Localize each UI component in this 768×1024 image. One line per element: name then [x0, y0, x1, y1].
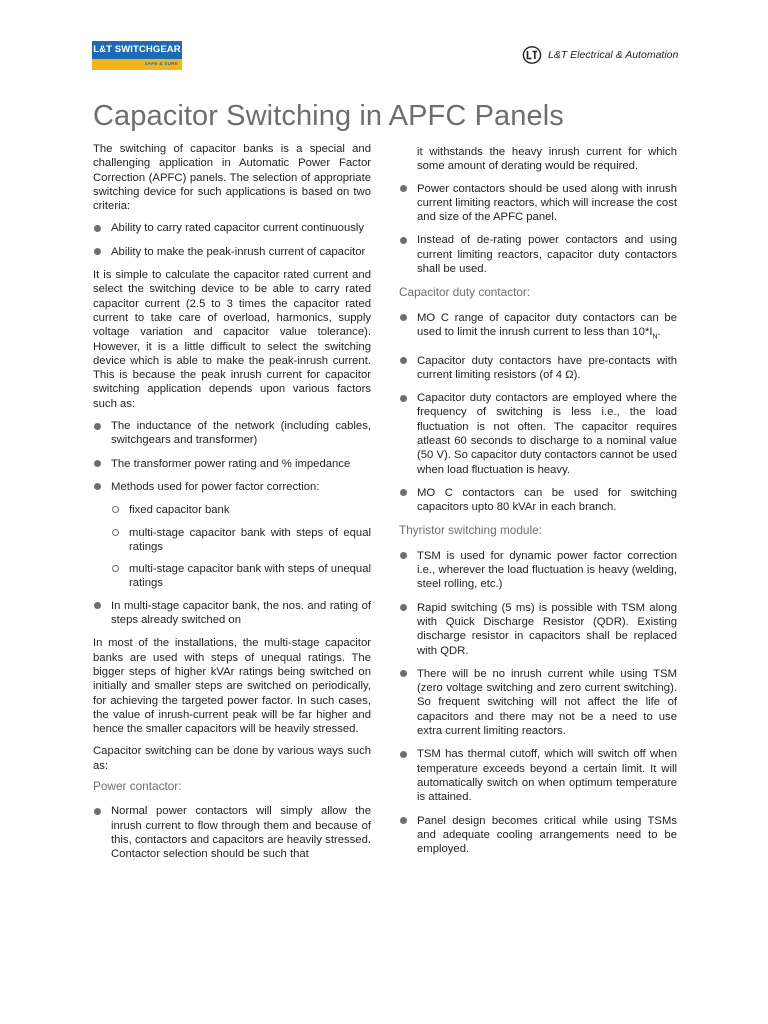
- intro-paragraph: The switching of capacitor banks is a special and challenging application in Automatic Power Factor Correction (APFC) panels. The selection of appropriate switching device for such applications is based on two criteria:: [93, 143, 371, 213]
- power-contactor-list: [93, 804, 371, 861]
- list-item: [399, 549, 677, 592]
- list-item-text: The transformer power rating and % impedance: [111, 457, 351, 470]
- list-item-text-end: .: [657, 325, 661, 338]
- logo-brand-text: L&T SWITCHGEAR: [93, 44, 181, 55]
- list-item: [399, 601, 677, 658]
- hollow-bullet-icon: [112, 506, 119, 513]
- bullet-icon: [400, 314, 407, 321]
- switching-ways-paragraph: Capacitor switching can be done by various ways such as:: [93, 745, 371, 772]
- list-item: [93, 457, 371, 471]
- right-logo-text: L&T Electrical & Automation: [548, 49, 679, 61]
- list-item-text: Rapid switching (5 ms) is possible with TSM along with Quick Discharge Resistor (QDR). Existing discharge resistor in capacitors shall be replaced with QDR.: [417, 601, 677, 657]
- list-item-text: Instead of de-rating power contactors and using current limiting reactors, capacitor duty contactors shall be used.: [417, 234, 677, 276]
- power-contactor-list-continued: [399, 182, 677, 277]
- bullet-icon: [94, 602, 101, 609]
- factors-list-continued: [93, 599, 371, 628]
- list-item-text: In multi-stage capacitor bank, the nos. and rating of steps already switched on: [111, 599, 371, 627]
- sub-list-item-text: multi-stage capacitor bank with steps of unequal ratings: [129, 563, 371, 590]
- logo-tagline: SAFE & SURE: [144, 61, 178, 66]
- list-item-text: The inductance of the network (including cables, switchgears and transformer): [111, 420, 371, 447]
- list-item: [399, 814, 677, 857]
- list-item-text: Power contactors should be used along with inrush current limiting reactors, which will increase the cost and size of the APFC panel.: [417, 182, 677, 224]
- list-item-text: Ability to carry rated capacitor current continuously: [111, 222, 365, 235]
- list-item-text: MO C contactors can be used for switching capacitors upto 80 kVAr in each branch.: [417, 486, 677, 514]
- list-item: [399, 747, 677, 804]
- bullet-icon: [400, 489, 407, 496]
- bullet-icon: [94, 225, 101, 232]
- bullet-icon: [94, 248, 101, 255]
- subscript-n: N: [652, 333, 658, 341]
- list-item: [93, 599, 371, 628]
- list-item-text: MO C range of capacitor duty contactors can be used to limit the inrush current to less than 10*I: [417, 311, 677, 338]
- sub-list-item: [93, 526, 371, 555]
- list-item: [399, 486, 677, 515]
- bullet-icon: [400, 185, 407, 192]
- list-item: [93, 419, 371, 448]
- bullet-icon: [400, 552, 407, 559]
- list-item: [399, 354, 677, 383]
- bullet-icon: [400, 817, 407, 824]
- list-item: [399, 391, 677, 477]
- list-item-text: Panel design becomes critical while using TSMs and adequate cooling arrangements need to be employed.: [417, 814, 677, 856]
- capacitor-duty-heading: Capacitor duty contactor:: [399, 285, 531, 300]
- list-item-text: There will be no inrush current while using TSM (zero voltage switching and zero current switching). So frequent switching will not affect the life of capacitors and there may not be a need to use extra current limiting reactors.: [417, 667, 677, 738]
- bullet-icon: [400, 357, 407, 364]
- methods-sublist: [93, 503, 371, 590]
- bullet-icon: [400, 395, 407, 402]
- list-item: [93, 480, 371, 494]
- list-item-text: Capacitor duty contactors are employed where the frequency of switching is less i.e., the load fluctuation is not often. The capacitor requires atleast 60 seconds to discharge to a nominal value (50 V). So capacitor duty contactors cannot be used when load fluctuation is heavy.: [417, 392, 677, 476]
- bullet-icon: [94, 483, 101, 490]
- list-item-text: Methods used for power factor correction:: [111, 480, 320, 493]
- list-item: [93, 245, 371, 259]
- bullet-icon: [400, 670, 407, 677]
- continuation-paragraph: it withstands the heavy inrush current for which some amount of derating would be required.: [417, 146, 677, 173]
- list-item: [399, 233, 677, 276]
- inrush-factors-paragraph: It is simple to calculate the capacitor rated current and select the switching device to be able to carry rated capacitor current (2.5 to 3 times the capacitor rated current to take care of overload, harmonics, supply voltage variation and capacitor value tolerance). However, it is a little difficult to select the switching device which is able to make the peak-inrush current. This is because the peak inrush current for capacitor switching application depends upon various factors such as:: [93, 269, 371, 410]
- thyristor-heading: Thyristor switching module:: [399, 523, 542, 538]
- list-item: [399, 311, 677, 345]
- bullet-icon: [400, 751, 407, 758]
- bullet-icon: [400, 237, 407, 244]
- list-item: [93, 221, 371, 235]
- list-item-text: Ability to make the peak-inrush current of capacitor: [111, 245, 366, 258]
- hollow-bullet-icon: [112, 565, 119, 572]
- hollow-bullet-icon: [112, 529, 119, 536]
- list-item-text: Capacitor duty contactors have pre-contacts with current limiting resistors (of 4 Ω).: [417, 354, 677, 381]
- list-item-text: TSM has thermal cutoff, which will switch off when temperature exceeds beyond a certain limit. It will automatically switch on when optimum temperature is attained.: [417, 748, 677, 804]
- page-title: Capacitor Switching in APFC Panels: [93, 100, 564, 132]
- factors-list: [93, 419, 371, 494]
- list-item: [399, 182, 677, 225]
- sub-list-item: [93, 562, 371, 591]
- sub-list-item: [93, 503, 371, 517]
- list-item-text: Normal power contactors will simply allow the inrush current to flow through them and because of this, contactors and capacitors are heavily stressed. Contactor selection should be such that: [111, 805, 371, 861]
- criteria-list: [93, 221, 371, 259]
- left-column: [93, 142, 371, 870]
- list-item-text: TSM is used for dynamic power factor correction i.e., wherever the load fluctuation is heavy (welding, steel rolling, etc.): [417, 549, 677, 591]
- lt-switchgear-logo: [92, 41, 182, 70]
- list-item: [93, 804, 371, 861]
- bullet-icon: [400, 604, 407, 611]
- multi-stage-paragraph: In most of the installations, the multi-stage capacitor banks are used with steps of unequal ratings. The bigger steps of higher kVAr ratings being switched on initially and smaller steps are switched on periodically, for achieving the targeted power factor. In such cases, the value of inrush-current peak will be far higher and hence the smaller capacitors will be heavily stressed.: [93, 637, 371, 736]
- sub-list-item-text: multi-stage capacitor bank with steps of equal ratings: [129, 526, 371, 553]
- bullet-icon: [94, 423, 101, 430]
- right-column: [399, 145, 677, 865]
- sub-list-item-text: fixed capacitor bank: [129, 504, 230, 517]
- list-item: [399, 667, 677, 738]
- power-contactor-heading: Power contactor:: [93, 778, 182, 793]
- lt-electrical-automation-logo: [522, 45, 682, 65]
- bullet-icon: [94, 460, 101, 467]
- lt-emblem-icon: [522, 45, 542, 65]
- thyristor-list: [399, 549, 677, 857]
- bullet-icon: [94, 808, 101, 815]
- capacitor-duty-list: [399, 311, 677, 515]
